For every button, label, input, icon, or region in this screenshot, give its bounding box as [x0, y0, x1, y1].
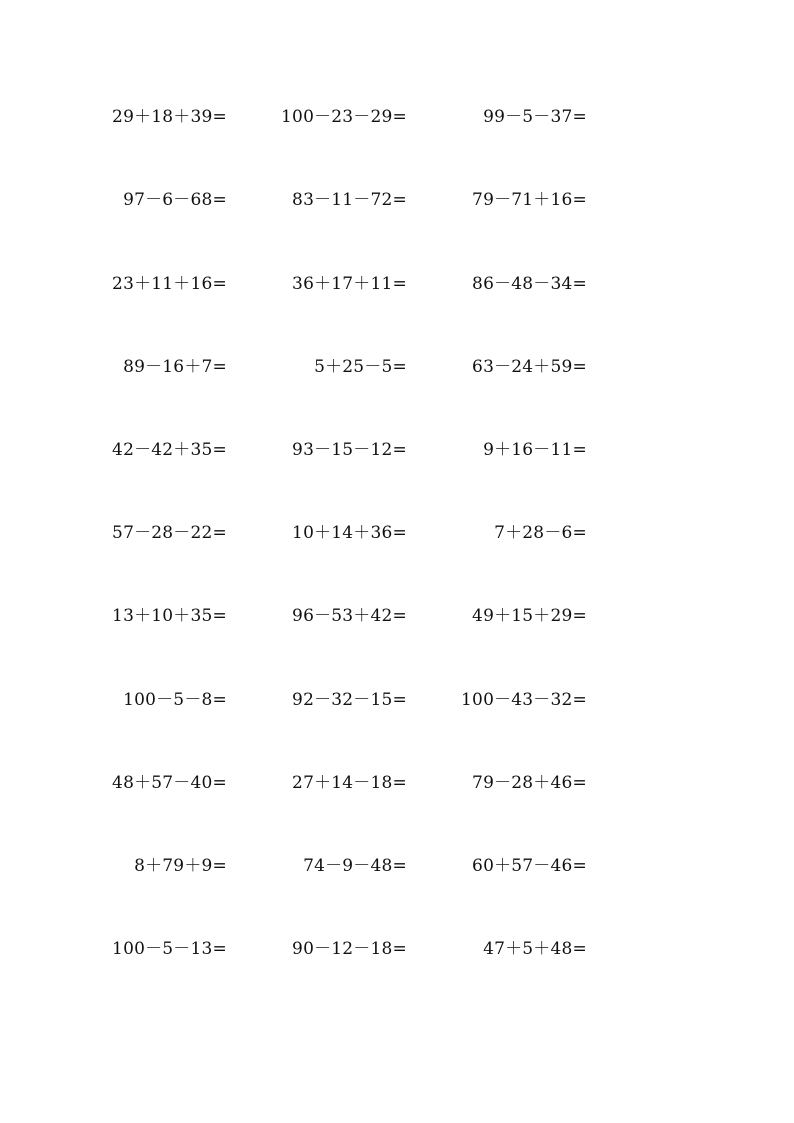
problem-expression: 23＋11＋16= [112, 274, 227, 294]
problem-expression: 79－28＋46= [472, 773, 587, 793]
problem-expression: 100－23－29= [281, 107, 407, 127]
problem-expression: 9＋16－11= [483, 440, 587, 460]
problem-expression: 42－42＋35= [112, 440, 227, 460]
problem-expression: 92－32－15= [292, 690, 407, 710]
problem-row [0, 851, 794, 881]
problem-expression: 57－28－22= [112, 523, 227, 543]
problem-expression: 36＋17＋11= [292, 274, 407, 294]
problem-expression: 10＋14＋36= [292, 523, 407, 543]
problem-expression: 49＋15＋29= [472, 606, 587, 626]
problem-expression: 90－12－18= [292, 939, 407, 959]
problem-row [0, 269, 794, 299]
problem-expression: 74－9－48= [303, 856, 407, 876]
problem-expression: 5＋25－5= [314, 357, 407, 377]
problem-expression: 8＋79＋9= [134, 856, 227, 876]
problem-expression: 27＋14－18= [292, 773, 407, 793]
problem-row [0, 685, 794, 715]
problem-expression: 79－71＋16= [472, 190, 587, 210]
problem-row [0, 435, 794, 465]
problem-expression: 7＋28－6= [494, 523, 587, 543]
problem-expression: 86－48－34= [472, 274, 587, 294]
problem-row [0, 518, 794, 548]
problem-expression: 100－5－13= [112, 939, 227, 959]
problem-expression: 60＋57－46= [472, 856, 587, 876]
problem-expression: 29＋18＋39= [112, 107, 227, 127]
problem-expression: 83－11－72= [292, 190, 407, 210]
problem-expression: 47＋5＋48= [483, 939, 587, 959]
problem-expression: 48＋57－40= [112, 773, 227, 793]
problem-expression: 93－15－12= [292, 440, 407, 460]
problem-row [0, 934, 794, 964]
problem-expression: 89－16＋7= [123, 357, 227, 377]
problem-expression: 100－43－32= [461, 690, 587, 710]
problem-expression: 63－24＋59= [472, 357, 587, 377]
problem-expression: 100－5－8= [123, 690, 227, 710]
problem-row [0, 352, 794, 382]
problem-row [0, 601, 794, 631]
problem-expression: 96－53＋42= [292, 606, 407, 626]
problem-expression: 13＋10＋35= [112, 606, 227, 626]
problem-row [0, 185, 794, 215]
problem-expression: 99－5－37= [483, 107, 587, 127]
problem-row [0, 768, 794, 798]
problem-expression: 97－6－68= [123, 190, 227, 210]
problem-row [0, 102, 794, 132]
